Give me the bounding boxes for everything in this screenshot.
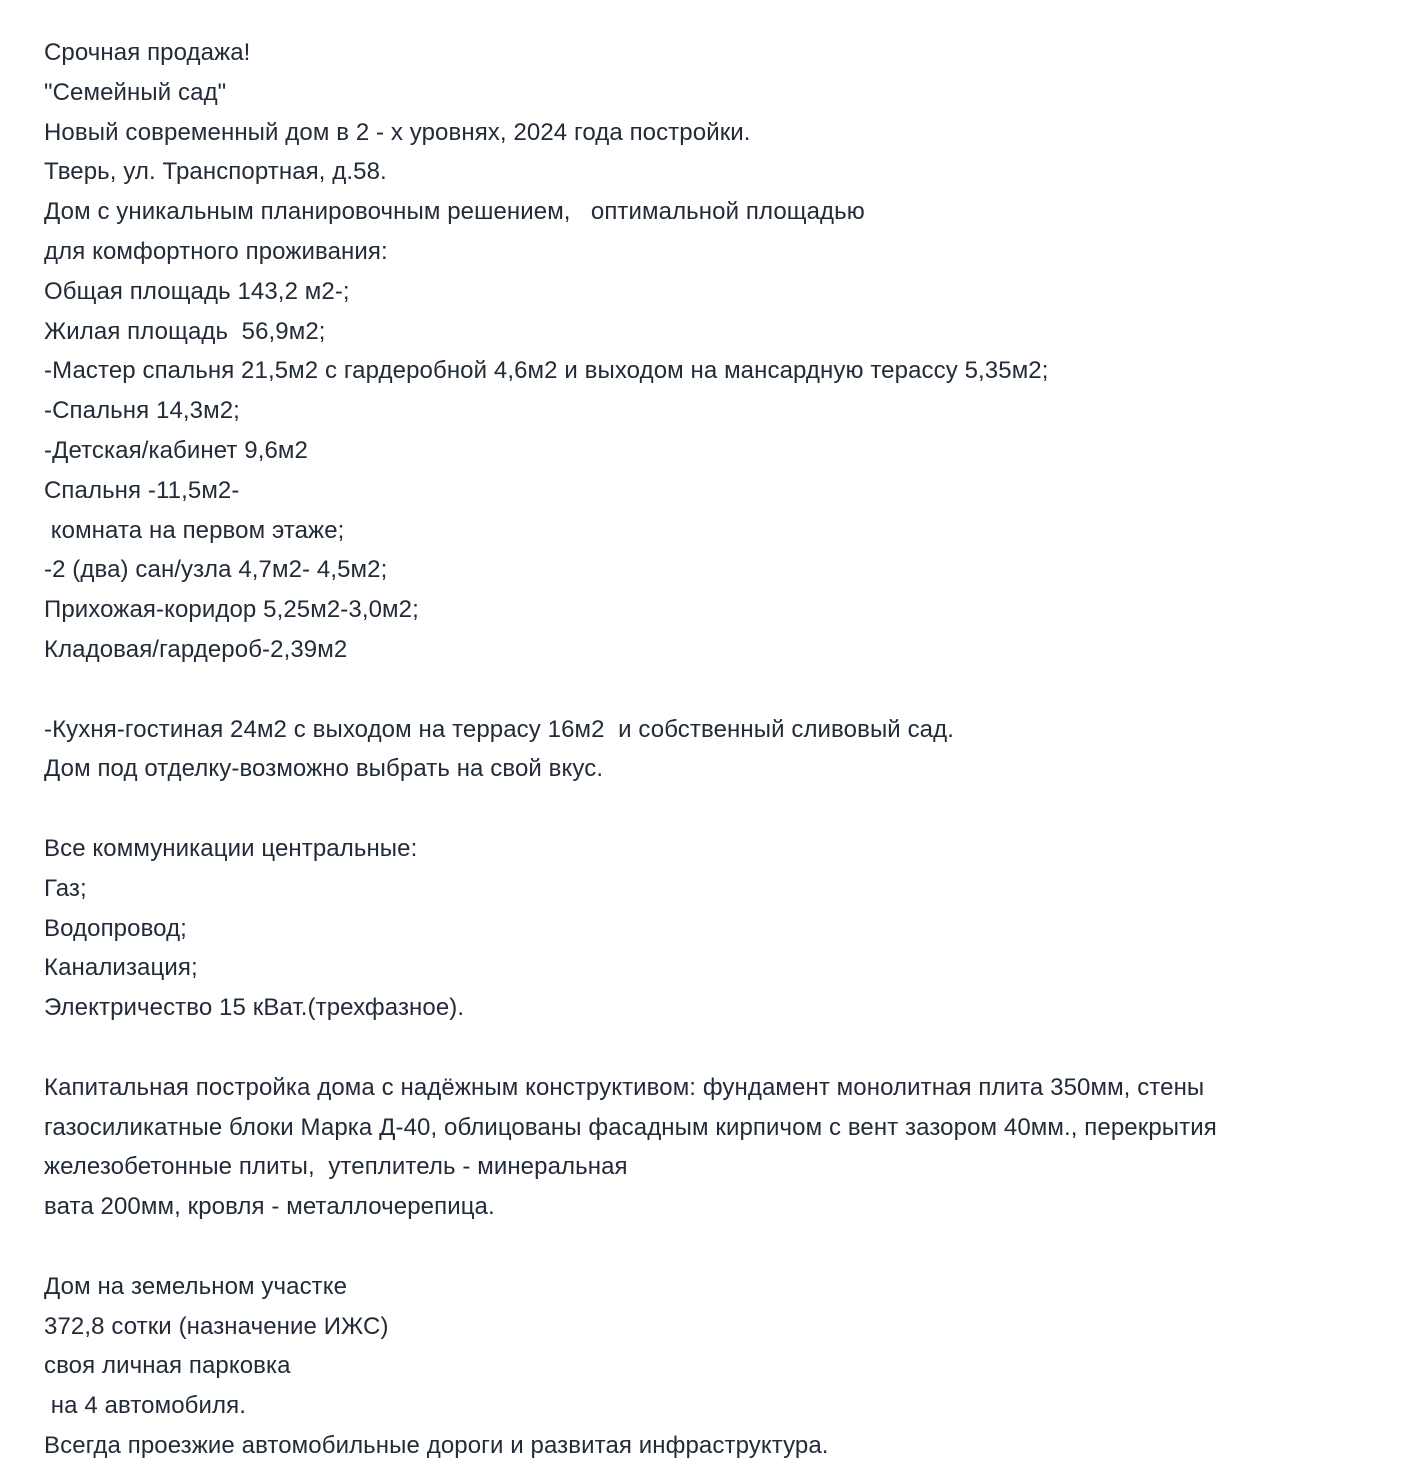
text-line: газосиликатные блоки Марка Д-40, облицованы фасадным кирпичом с вент зазором 40мм., перекрытия — [44, 1113, 1217, 1141]
text-line: железобетонные плиты, утеплитель - минеральная — [44, 1153, 628, 1181]
text-line: Дом под отделку-возможно выбрать на свой вкус. — [44, 755, 604, 783]
blank-line — [44, 670, 1382, 710]
text-line: Электричество 15 кВат.(трехфазное). — [44, 994, 465, 1022]
text-line: для комфортного проживания: — [44, 237, 388, 265]
blank-line — [44, 1028, 1382, 1068]
text-line: Новый современный дом в 2 - х уровнях, 2024 года постройки. — [44, 118, 751, 146]
text-line: на 4 автомобиля. — [44, 1392, 246, 1420]
text-line: Общая площадь 143,2 м2-; — [44, 277, 350, 305]
text-line: вата 200мм, кровля - металлочерепица. — [44, 1193, 495, 1221]
text-line: Газ; — [44, 874, 87, 902]
text-line: Все коммуникации центральные: — [44, 834, 418, 862]
text-line: -Спальня 14,3м2; — [44, 397, 240, 425]
text-line: Дом с уникальным планировочным решением, оптимальной площадью — [44, 198, 865, 226]
text-line: Всегда проезжие автомобильные дороги и развитая инфраструктура. — [44, 1431, 829, 1459]
text-line: Капитальная постройка дома с надёжным конструктивом: фундамент монолитная плита 350мм, стены — [44, 1073, 1205, 1101]
text-line: -Кухня-гостиная 24м2 с выходом на террасу 16м2 и собственный сливовый сад. — [44, 715, 954, 743]
text-line: Тверь, ул. Транспортная, д.58. — [44, 158, 387, 186]
text-line: Жилая площадь 56,9м2; — [44, 317, 326, 345]
text-line: -Мастер спальня 21,5м2 с гардеробной 4,6м2 и выходом на мансардную терассу 5,35м2; — [44, 357, 1049, 385]
text-line: 372,8 сотки (назначение ИЖС) — [44, 1312, 389, 1340]
text-line: Канализация; — [44, 954, 198, 982]
text-line: "Семейный сад" — [44, 78, 227, 106]
blank-line — [44, 789, 1382, 829]
text-line: -Детская/кабинет 9,6м2 — [44, 436, 308, 464]
text-line: Дом на земельном участке — [44, 1272, 348, 1300]
text-line: Водопровод; — [44, 914, 187, 942]
text-line: комната на первом этаже; — [44, 516, 345, 544]
text-line: Прихожая-коридор 5,25м2-3,0м2; — [44, 596, 419, 624]
blank-line — [44, 1227, 1382, 1267]
text-line: своя личная парковка — [44, 1352, 291, 1380]
text-line: Кладовая/гардероб-2,39м2 — [44, 635, 348, 663]
text-line: Спальня -11,5м2- — [44, 476, 240, 504]
text-line: Срочная продажа! — [44, 39, 251, 66]
text-line: -2 (два) сан/узла 4,7м2- 4,5м2; — [44, 556, 388, 584]
